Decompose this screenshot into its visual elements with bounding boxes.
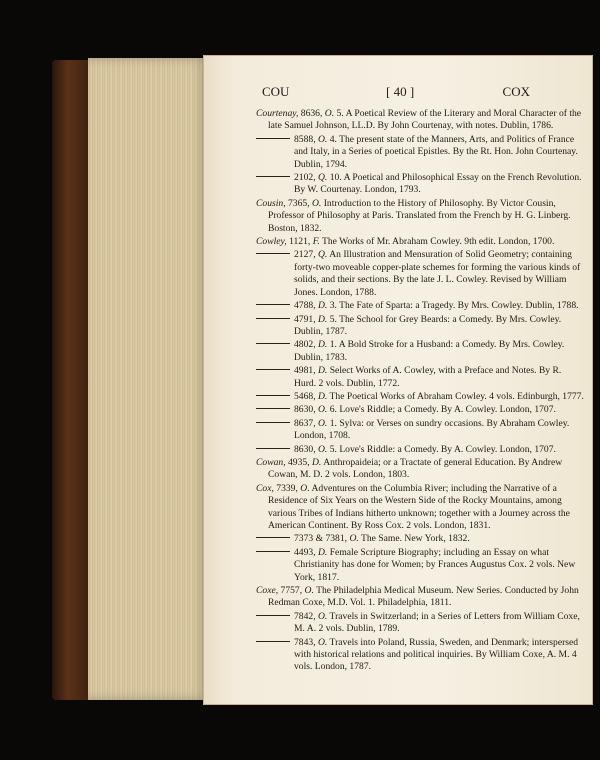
entry-format: O. (324, 108, 335, 119)
catalog-entry (256, 391, 584, 403)
catalog-entry (256, 457, 584, 482)
entry-text: The Same. New York, 1832. (358, 533, 470, 545)
entry-number: 5468, (294, 390, 316, 402)
entry-number: 7757, (280, 585, 303, 597)
entry-author: Cousin, (256, 197, 286, 209)
entry-text: An Illustration and Mensuration of Solid Geometry; containing forty-two moveable copper-plate schemes for forming the various kinds of solids, and their sections. By the late J. L. Cowley. Revised by William Jones. London, 1788. (294, 249, 581, 298)
entry-number: 8588, (294, 133, 316, 145)
catalog-entry (256, 236, 584, 248)
catalog-entry (256, 339, 584, 364)
entry-format: Q. (318, 172, 328, 184)
ditto-dash (256, 615, 290, 616)
entry-format: O. (318, 133, 328, 145)
catalog-entry (256, 300, 584, 312)
ditto-dash (256, 318, 290, 319)
ditto-dash (256, 138, 290, 139)
catalog-entry (256, 134, 584, 171)
entry-format: D. (318, 313, 328, 325)
entry-author: Cox, (256, 482, 274, 494)
entry-format: O. (312, 197, 322, 209)
entry-number: 4788, (294, 300, 316, 312)
entry-number: 7365, (288, 197, 310, 209)
catalog-entry (256, 585, 584, 610)
entry-text: 6. Love's Riddle; a Comedy. By A. Cowley. London, 1707. (327, 404, 556, 416)
entry-format: O. (318, 443, 328, 455)
entry-number: 7842, (294, 610, 316, 622)
entry-format: O. (304, 585, 314, 597)
entry-author: Coxe, (256, 585, 279, 597)
entry-number: 2102, (294, 172, 316, 184)
catalog-entry (256, 198, 584, 235)
entry-number: 8637, (294, 417, 316, 429)
entry-number: 7339, (276, 482, 298, 494)
entry-format: D. (318, 390, 328, 402)
book-page (204, 56, 592, 704)
catalog-entry (256, 483, 584, 533)
entry-number: 8636, (300, 108, 323, 119)
entry-number: 2127, (294, 249, 316, 261)
entry-number: 4791, (294, 313, 316, 325)
ditto-dash (256, 408, 290, 409)
ditto-dash (256, 537, 290, 538)
entry-text: 1. Sylva: or Verses on sundry occasions. By Abraham Cowley. London, 1708. (294, 417, 570, 442)
catalog-entry (256, 314, 584, 339)
entry-text: Adventures on the Columbia River; including the Narrative of a Residence of Six Years on the Western Side of the Rocky Mountains, among various Tribes of Indians hitherto unknown; together with a Journey across the American Continent. By Ross Cox. 2 vols. London, 1831. (268, 482, 570, 531)
entry-format: O. (318, 610, 328, 622)
entry-number: 1121, (289, 236, 311, 248)
entry-text: 3. The Fate of Sparta: a Tragedy. By Mrs. Cowley. Dublin, 1788. (327, 300, 579, 312)
header-right: COX (502, 84, 530, 99)
ditto-dash (256, 641, 290, 642)
entry-text: 5. Love's Riddle: a Comedy. By A. Cowley. London, 1707. (327, 443, 556, 455)
catalog-entry (256, 404, 584, 416)
entry-text: 1. A Bold Stroke for a Husband: a Comedy. By Mrs. Cowley. Dublin, 1783. (294, 339, 565, 363)
ditto-dash (256, 422, 290, 423)
entry-text: The Philadelphia Medical Museum. New Series. Conducted by John Redman Coxe, M.D. Vol. 1. Philadelphia, 1811. (268, 585, 579, 609)
entry-format: O. (300, 482, 310, 494)
ditto-dash (256, 551, 290, 552)
entry-format: O. (318, 404, 328, 416)
catalog-entries (256, 108, 584, 675)
catalog-entry (256, 637, 584, 674)
entry-format: D. (318, 365, 328, 377)
entry-text: Travels in Switzerland; in a Series of Letters from William Coxe, M. A. 2 vols. Dublin, 1789. (294, 610, 580, 635)
entry-text: Travels into Poland, Russia, Sweden, and Denmark; interspersed with historical relations and political inquiries. By William Coxe, A. M. 4 vols. London, 1787. (294, 636, 579, 673)
entry-format: D. (318, 339, 328, 351)
entry-author: Courtenay, (256, 108, 299, 119)
entry-format: O. (318, 636, 328, 648)
catalog-entry (256, 365, 584, 390)
catalog-entry (256, 249, 584, 299)
entry-format: D. (318, 300, 328, 312)
entry-text: 10. A Poetical and Philosophical Essay on the French Revolution. By W. Courtenay. London, 1793. (294, 172, 582, 196)
ditto-dash (256, 369, 290, 370)
entry-number: 4802, (294, 339, 316, 351)
entry-number: 8630, (294, 404, 316, 416)
entry-text: Female Scripture Biography; including an Essay on what Christianity has done for Women; by Frances Augustus Cox. 2 vols. New York, 1817. (294, 546, 576, 583)
ditto-dash (256, 395, 290, 396)
book-spine (52, 60, 92, 700)
entry-format: F. (312, 236, 320, 248)
entry-number: 4981, (294, 365, 316, 377)
ditto-dash (256, 343, 290, 344)
entry-text: Introduction to the History of Philosophy. By Victor Cousin, Professor of Philosophy at Paris. Translated from the French by H. G. Linberg. Boston, 1832. (268, 197, 571, 234)
ditto-dash (256, 176, 290, 177)
entry-format: O. (318, 417, 328, 429)
running-header (204, 84, 592, 100)
catalog-entry (256, 108, 584, 133)
catalog-entry (256, 611, 584, 636)
entry-text: The Works of Mr. Abraham Cowley. 9th edit. London, 1700. (319, 236, 555, 248)
page-edges (88, 58, 208, 700)
entry-format: D. (318, 546, 328, 558)
entry-text: 4. The present state of the Manners, Arts, and Politics of France and Italy, in a Series of poetical Epistles. By the Rt. Hon. John Courtenay. Dublin, 1794. (294, 133, 578, 170)
entry-text: The Poetical Works of Abraham Cowley. 4 vols. Edinburgh, 1777. (327, 390, 584, 402)
entry-number: 4935, (288, 456, 310, 468)
entry-format: D. (312, 456, 322, 468)
entry-author: Cowley, (256, 236, 287, 248)
ditto-dash (256, 253, 290, 254)
entry-author: Cowan, (256, 456, 286, 468)
entry-text: Anthropaideia; or a Tractate of general Education. By Andrew Cowan, M. D. 2 vols. London, 1803. (268, 456, 563, 481)
catalog-entry (256, 172, 584, 197)
entry-text: 5. The School for Grey Beards: a Comedy. By Mrs. Cowley. Dublin, 1787. (294, 313, 562, 337)
entry-number: 7843, (294, 636, 316, 648)
entry-text: 5. A Poetical Review of the Literary and Moral Character of the late Samuel Johnson, LL.D. By John Courtenay, with notes. Dublin, 1786. (268, 108, 582, 132)
entry-format: O. (349, 533, 359, 545)
catalog-entry (256, 533, 584, 545)
entry-number: 7373 & 7381, (294, 533, 348, 545)
ditto-dash (256, 448, 290, 449)
catalog-entry (256, 418, 584, 443)
entry-number: 4493, (294, 546, 316, 558)
header-left: COU (262, 84, 290, 99)
page-number: [ 40 ] (386, 84, 415, 99)
ditto-dash (256, 304, 290, 305)
catalog-entry (256, 547, 584, 584)
entry-text: Select Works of A. Cowley, with a Preface and Notes. By R. Hurd. 2 vols. Dublin, 1772. (294, 365, 562, 389)
entry-number: 8630, (294, 443, 316, 455)
entry-format: Q. (318, 249, 328, 261)
catalog-entry (256, 444, 584, 456)
